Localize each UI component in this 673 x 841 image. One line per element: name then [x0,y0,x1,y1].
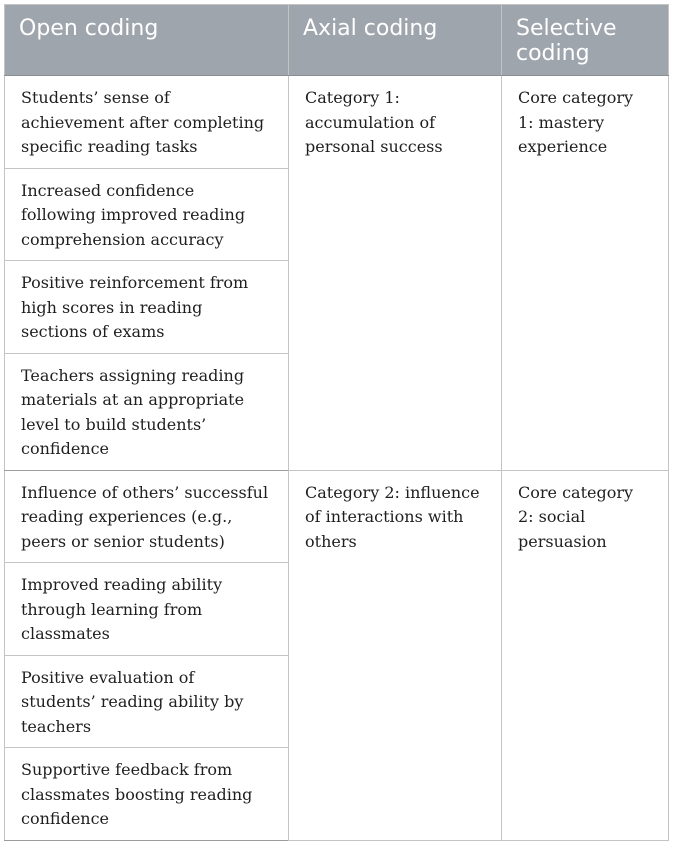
table-row [5,76,669,169]
header-axial-coding: Axial coding [289,5,502,76]
open-code-cell: Improved reading ability through learning from classmates [5,563,289,656]
selective-core-category-cell: Core category 1: mastery experience [502,76,669,471]
header-open-coding: Open coding [5,5,289,76]
open-code-cell: Students’ sense of achievement after completing specific reading tasks [5,76,289,169]
open-code-cell: Positive evaluation of students’ reading ability by teachers [5,655,289,748]
table-row [5,470,669,563]
header-row [5,5,669,76]
open-code-cell: Supportive feedback from classmates boosting reading confidence [5,748,289,841]
axial-category-cell: Category 1: accumulation of personal success [289,76,502,471]
open-code-cell: Teachers assigning reading materials at an appropriate level to build students’ confidence [5,353,289,470]
axial-category-cell: Category 2: influence of interactions with others [289,470,502,840]
open-code-cell: Increased confidence following improved reading comprehension accuracy [5,168,289,261]
header-selective-coding: Selective coding [502,5,669,76]
open-code-cell: Influence of others’ successful reading experiences (e.g., peers or senior students) [5,470,289,563]
open-code-cell: Positive reinforcement from high scores in reading sections of exams [5,261,289,354]
selective-core-category-cell: Core category 2: social persuasion [502,470,669,840]
coding-table [4,4,669,841]
